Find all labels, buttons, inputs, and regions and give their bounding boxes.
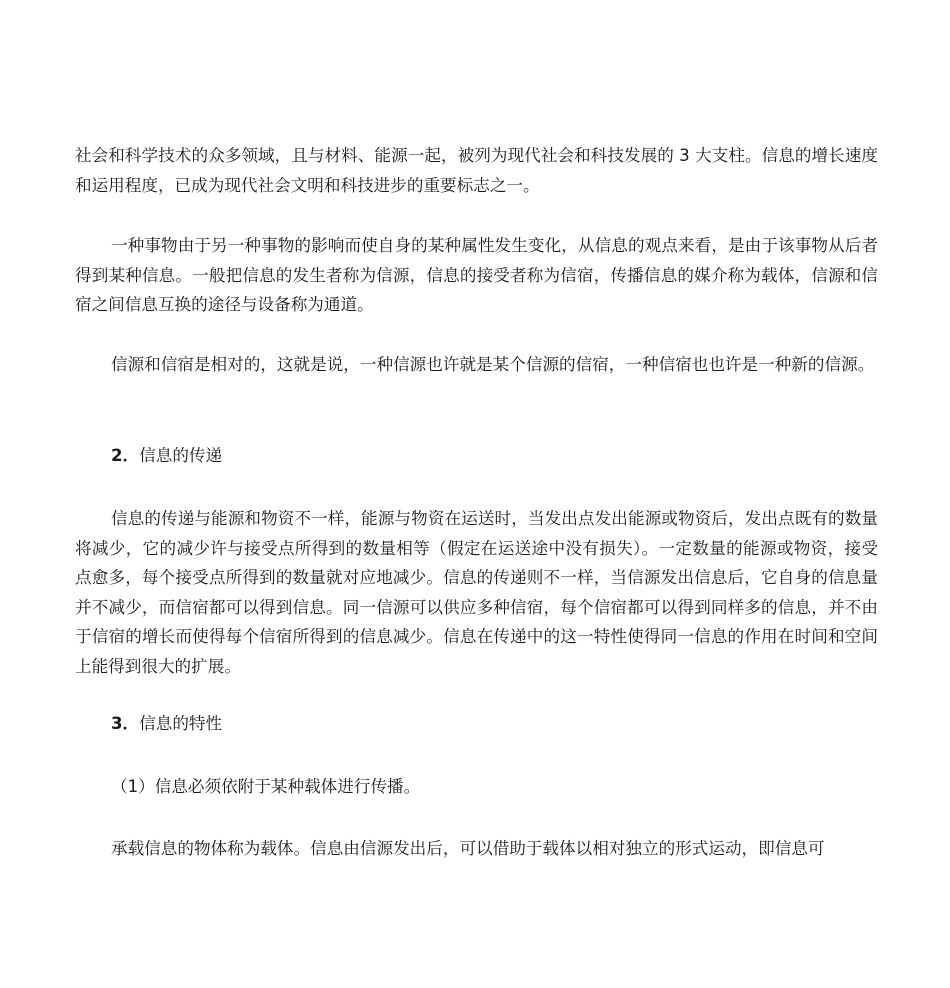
section-number: 3． bbox=[111, 714, 140, 733]
paragraph-source-and-sink: 一种事物由于另一种事物的影响而使自身的某种属性发生变化，从信息的观点来看，是由于该事物从后者得到某种信息。一般把信息的发生者称为信源，信息的接受者称为信宿，传播信息的媒介称为载体，信源和信宿之间信息互换的途径与设备称为通道。 bbox=[75, 236, 878, 314]
section-heading-information-properties bbox=[111, 709, 222, 739]
paragraph-information-pillars: 社会和科学技术的众多领域，且与材料、能源一起，被列为现代社会和科技发展的 3 大支柱。信息的增长速度和运用程度，已成为现代社会文明和科技进步的重要标志之一。 bbox=[75, 146, 878, 195]
section-number: 2． bbox=[111, 446, 140, 465]
paragraph-carrier-definition: 承载信息的物体称为载体。信息由信源发出后，可以借助于载体以相对独立的形式运动，即信息可 bbox=[111, 839, 825, 858]
subsection-carrier-dependency: （1）信息必须依附于某种载体进行传播。 bbox=[111, 777, 421, 796]
paragraph-information-transfer: 信息的传递与能源和物资不一样，能源与物资在运送时，当发出点发出能源或物资后，发出点既有的数量将减少，它的减少许与接受点所得到的数量相等（假定在运送途中没有损失）。一定数量的能源或物资，接受点愈多，每个接受点所得到的数量就对应地减少。信息的传递则不一样，当信源发出信息后，它自身的信息量并不减少，而信宿都可以得到信息。同一信源可以供应多种信宿，每个信宿都可以得到同样多的信息，并不由于信宿的增长而使得每个信宿所得到的信息减少。信息在传递中的这一特性使得同一信息的作用在时间和空间上能得到很大的扩展。 bbox=[75, 509, 878, 676]
section-heading-information-transfer bbox=[111, 441, 222, 471]
section-title: 信息的传递 bbox=[139, 446, 223, 465]
section-title: 信息的特性 bbox=[139, 714, 223, 733]
paragraph-source-sink-relative: 信源和信宿是相对的，这就是说，一种信源也许就是某个信源的信宿，一种信宿也也许是一种新的信源。 bbox=[111, 355, 875, 374]
